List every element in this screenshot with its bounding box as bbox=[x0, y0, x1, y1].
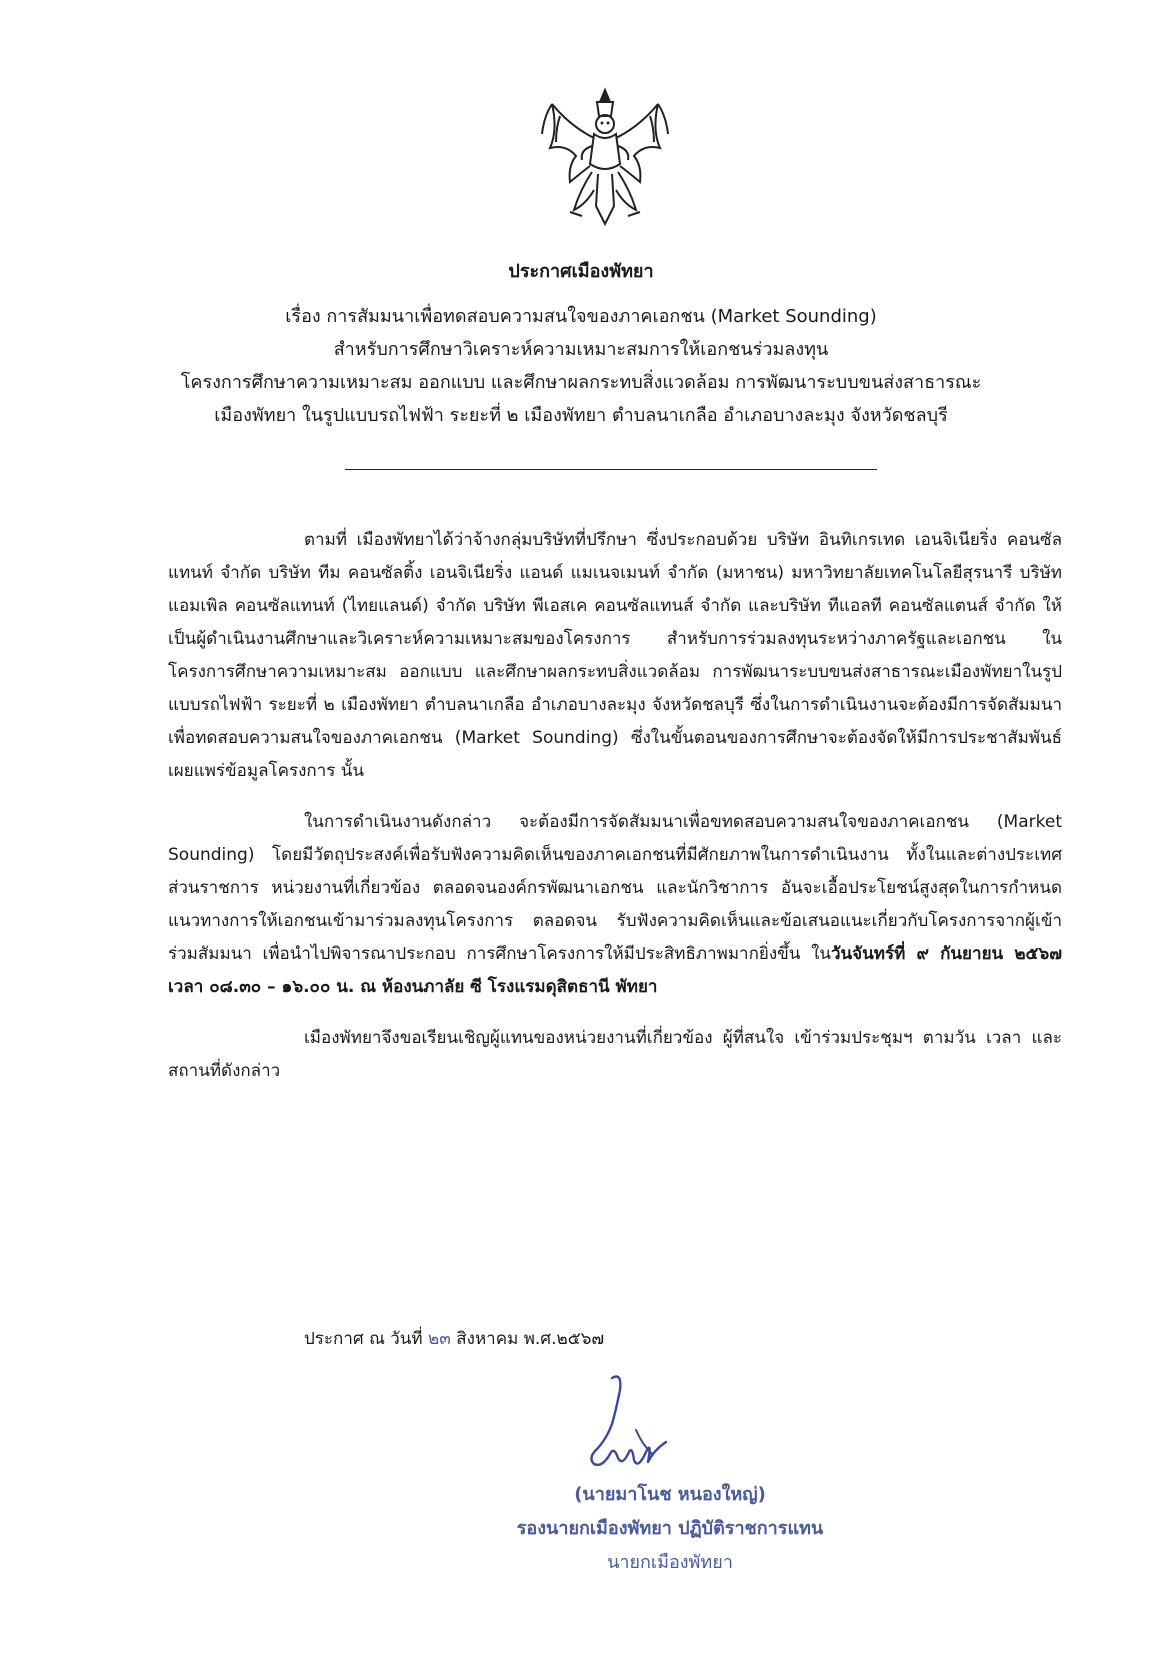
page-title: ประกาศเมืองพัทยา bbox=[508, 261, 654, 282]
paragraph-seminar bbox=[168, 806, 1062, 1004]
signatory-name: (นายมาโนช หนองใหญ่) bbox=[574, 1484, 766, 1505]
paragraph-invitation: เมืองพัทยาจึงขอเรียนเชิญผู้แทนของหน่วยงานที่เกี่ยวข้อง ผู้ที่สนใจ เข้าร่วมประชุมฯ ตามวัน เวลา และสถานที่ดังกล่าว bbox=[168, 1028, 1062, 1081]
announcement-body bbox=[168, 524, 1062, 1106]
subject-line: สำหรับการศึกษาวิเคราะห์ความเหมาะสมการให้เอกชนร่วมลงทุน bbox=[333, 339, 829, 360]
declaration-date bbox=[304, 1325, 604, 1352]
seminar-text: ในการดำเนินงานดังกล่าว จะต้องมีการจัดสัมมนาเพื่อขทดสอบความสนใจของภาคเอกชน (Market Sounding) โดยมีวัตถุประสงค์เพื่อรับฟังความคิดเห็นของภาคเอกชนที่มีศักยภาพในการดำเนินงาน ทั้งในและต่างประเทศ ส่วนราชการ หน่วยงานที่เกี่ยวข้อง ตลอดจนองค์กรพัฒนาเอกชน และนักวิชาการ อันจะเอื้อประโยชน์สูงสุดในการกำหนดแนวทางการให้เอกชนเข้ามาร่วมลงทุนโครงการ ตลอดจน รับฟังความคิดเห็นและข้อเสนอแนะเกี่ยวกับโครงการจากผู้เข้าร่วมสัมมนา เพื่อนำไปพิจารณาประกอบ การศึกษาโครงการให้มีประสิทธิภาพมากยิ่งขึ้น ใน bbox=[168, 812, 1062, 964]
signatory-position-secondary: นายกเมืองพัทยา bbox=[607, 1552, 733, 1573]
declaration-suffix: สิงหาคม พ.ศ.๒๕๖๗ bbox=[456, 1329, 605, 1349]
garuda-emblem-icon bbox=[530, 86, 680, 236]
divider bbox=[345, 469, 877, 470]
subject-line: โครงการศึกษาความเหมาะสม ออกแบบ และศึกษาผลกระทบสิ่งแวดล้อม การพัฒนาระบบขนส่งสาธารณะ bbox=[180, 372, 982, 393]
declaration-day: ๒๓ bbox=[428, 1329, 451, 1349]
signatory-block bbox=[430, 1478, 910, 1580]
seminar-date-venue: วันจันทร์ที่ ๙ กันยายน ๒๕๖๗ เวลา ๐๘.๓๐ – ๑๖.๐๐ น. ณ ห้องนภาลัย ซี โรงแรมดุสิตธานี พัทยา bbox=[168, 944, 1062, 997]
subject-line: เรื่อง การสัมมนาเพื่อทดสอบความสนใจของภาคเอกชน (Market Sounding) bbox=[285, 306, 877, 327]
signatory-position: รองนายกเมืองพัทยา ปฏิบัติราชการแทน bbox=[516, 1518, 824, 1539]
handwritten-signature bbox=[582, 1370, 692, 1480]
subject-line: เมืองพัทยา ในรูปแบบรถไฟฟ้า ระยะที่ ๒ เมืองพัทยา ตำบลนาเกลือ อำเภอบางละมุง จังหวัดชลบุรี bbox=[214, 405, 948, 426]
declaration-prefix: ประกาศ ณ วันที่ bbox=[304, 1329, 423, 1349]
subject-block bbox=[120, 300, 1042, 432]
paragraph-background: ตามที่ เมืองพัทยาได้ว่าจ้างกลุ่มบริษัทที่ปรึกษา ซึ่งประกอบด้วย บริษัท อินทิเกรเทด เอนจิเนียริ่ง คอนซัลแทนท์ จำกัด บริษัท ทีม คอนซัลติ้ง เอนจิเนียริ่ง แอนด์ แมเนจเมนท์ จำกัด (มหาชน) มหาวิทยาลัยเทคโนโลยีสุรนารี บริษัท แอมเพิล คอนซัลแทนท์ (ไทยแลนด์) จำกัด บริษัท พีเอสเค คอนซัลแทนส์ จำกัด และบริษัท ทีแอลที คอนซัลแตนส์ จำกัด ให้เป็นผู้ดำเนินงานศึกษาและวิเคราะห์ความเหมาะสมของโครงการ สำหรับการร่วมลงทุนระหว่างภาครัฐและเอกชน ในโครงการศึกษาความเหมาะสม ออกแบบ และศึกษาผลกระทบสิ่งแวดล้อม การพัฒนาระบบขนส่งสาธารณะเมืองพัทยาในรูปแบบรถไฟฟ้า ระยะที่ ๒ เมืองพัทยา ตำบลนาเกลือ อำเภอบางละมุง จังหวัดชลบุรี ซึ่งในการดำเนินงานจะต้องมีการจัดสัมมนาเพื่อทดสอบความสนใจของภาคเอกชน (Market Sounding) ซึ่งในขั้นตอนของการศึกษาจะต้องจัดให้มีการประชาสัมพันธ์เผยแพร่ข้อมูลโครงการ นั้น bbox=[168, 530, 1062, 781]
